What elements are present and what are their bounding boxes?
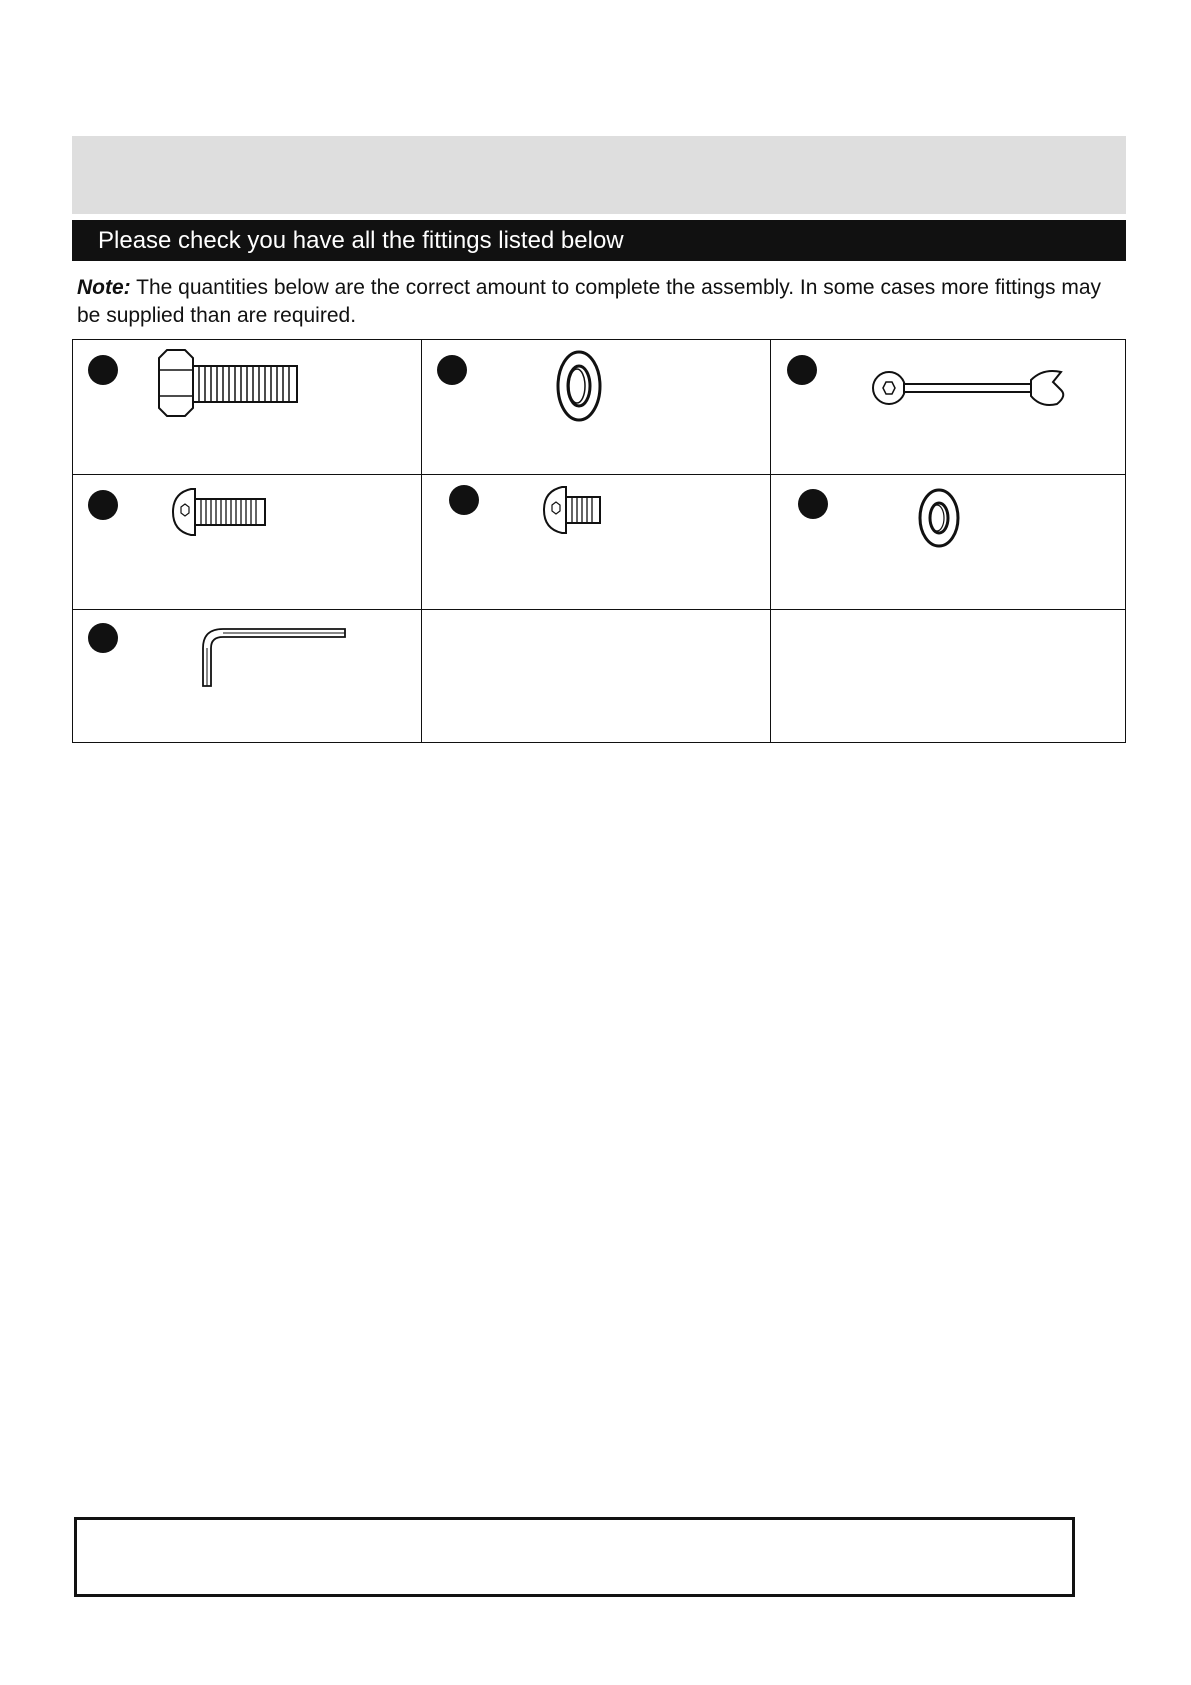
spanner-icon (871, 366, 1071, 410)
allen-key-icon (201, 628, 347, 688)
fitting-cell (73, 475, 422, 610)
fitting-cell (771, 340, 1126, 475)
note-label: Note: (77, 276, 131, 299)
note-paragraph (77, 274, 1127, 330)
small-washer-icon (917, 487, 961, 549)
section-title: Please check you have all the fittings listed below (72, 220, 1126, 261)
item-marker (787, 355, 817, 385)
item-marker (449, 485, 479, 515)
fitting-cell (422, 340, 771, 475)
flat-washer-icon (554, 348, 604, 424)
fitting-cell (771, 475, 1126, 610)
empty-fitting-cell (771, 610, 1126, 743)
header-band (72, 136, 1126, 214)
empty-fitting-cell (422, 610, 771, 743)
fitting-cell (73, 340, 422, 475)
item-marker (88, 623, 118, 653)
short-socket-head-bolt-icon (542, 485, 606, 535)
item-marker (88, 355, 118, 385)
fitting-cell (422, 475, 771, 610)
footer-box (74, 1517, 1075, 1597)
note-text: The quantities below are the correct amount to complete the assembly. In some cases more fittings may be supplied than are required. (77, 276, 1102, 327)
item-marker (798, 489, 828, 519)
item-marker (88, 490, 118, 520)
long-socket-head-bolt-icon (171, 487, 271, 537)
item-marker (437, 355, 467, 385)
hex-bolt-icon (155, 346, 305, 421)
fitting-cell (73, 610, 422, 743)
fittings-table (72, 339, 1126, 743)
